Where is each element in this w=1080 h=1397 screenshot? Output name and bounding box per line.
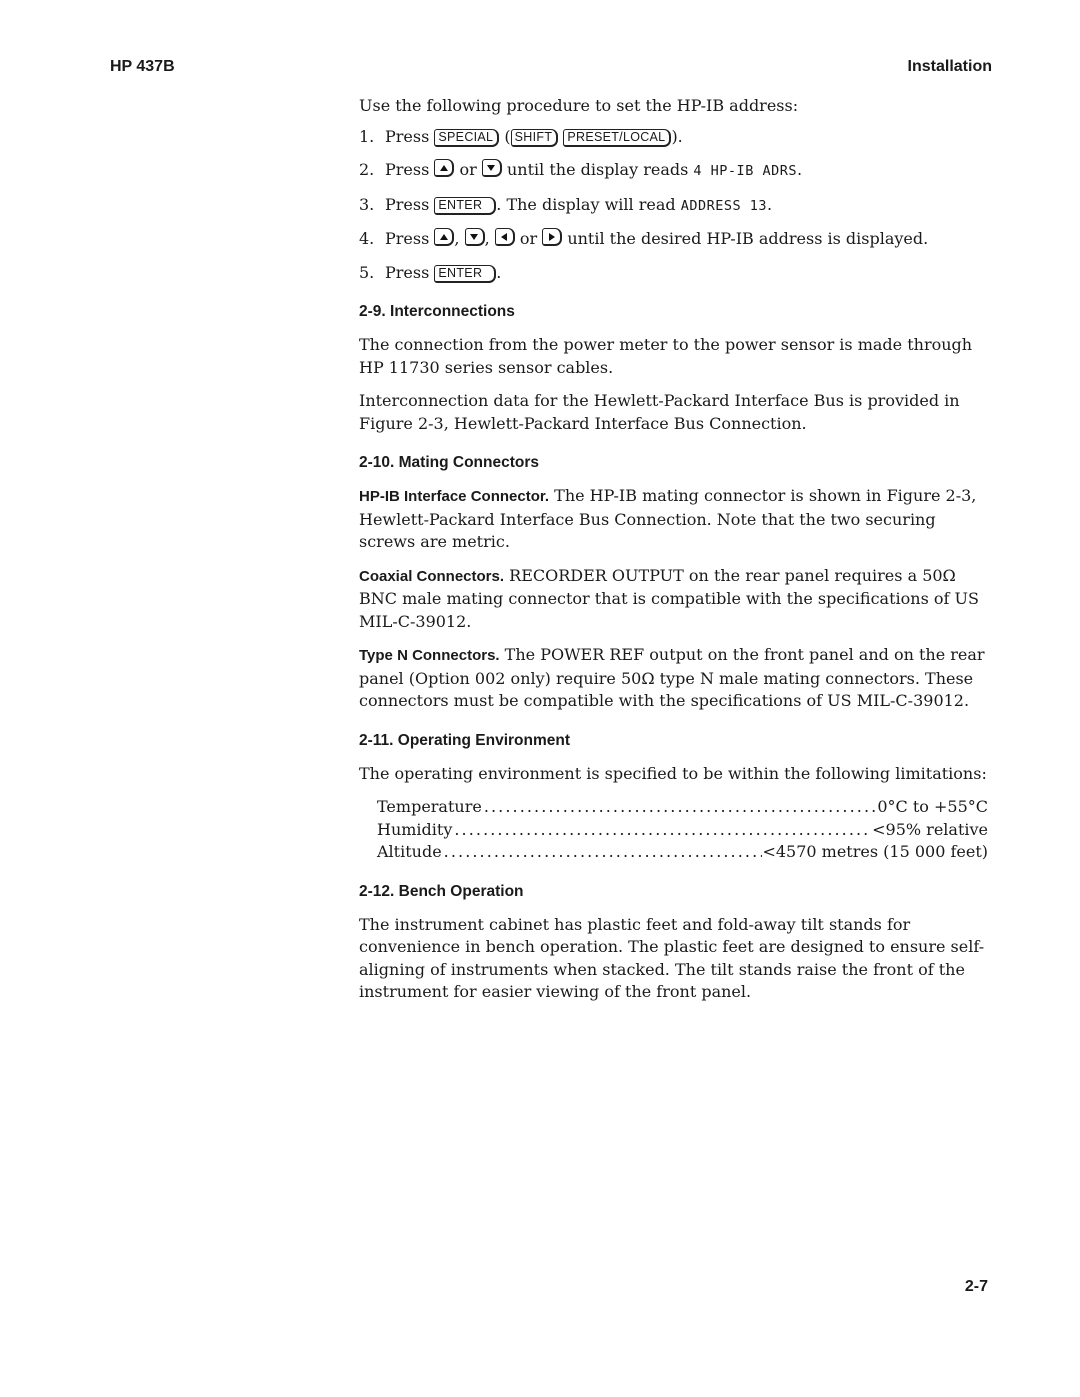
step-end: . [496,262,502,282]
spec-value: 0°C to +55°C [877,797,988,816]
runin-text: The HP-IB mating connector is shown in Figure 2-3, Hewlett-Packard Interface Bus Connection. Note that the two securing screws are metric. [359,486,977,551]
enter-key: ENTER [434,197,496,215]
up-arrow-key-icon [434,228,454,246]
paragraph-coaxial-connectors [359,565,992,634]
spec-label: Temperature [377,797,482,816]
paragraph-hpib-connector [359,485,992,554]
step-verb: Press [385,262,430,282]
spec-row [359,841,992,864]
page-content [359,95,992,1015]
step-or: or [459,160,477,179]
down-arrow-key-icon [465,228,485,246]
section-heading-interconnections: 2-9. Interconnections [359,303,515,320]
section-heading-mating-connectors: 2-10. Mating Connectors [359,454,539,471]
shift-key: SHIFT [511,129,559,147]
step-end: . [766,194,773,214]
step-end: . [796,160,803,179]
step-number: 3. [359,194,375,214]
procedure-step [359,228,992,251]
left-arrow-key-icon [495,228,515,246]
step-verb: Press [385,194,430,214]
paragraph-type-n-connectors [359,644,992,713]
leader-dots [452,819,872,842]
section-heading-operating-environment: 2-11. Operating Environment [359,731,571,749]
step-number: 5. [359,262,375,282]
step-verb: Press [385,160,430,179]
procedure-step [359,126,992,149]
page-number: 2-7 [964,1278,988,1295]
paragraph: The operating environment is specified to be within the following limitations: [359,763,987,783]
step-or: or [519,229,538,248]
step-text [385,126,683,149]
spec-label: Humidity [377,819,453,839]
section-heading-bench-operation: 2-12. Bench Operation [359,882,524,900]
step-until: until the desired HP-IB address is displayed. [567,229,929,248]
runin-text: The POWER REF output on the front panel and on the rear panel (Option 002 only) require 50Ω type N male mating connectors. These connectors must be compatible with the specifications of US MIL-C-39012. [359,645,985,710]
step-text [385,262,501,285]
step-number: 4. [359,229,375,248]
step-verb: Press [385,229,430,248]
paragraph: The connection from the power meter to the power sensor is made through HP 11730 series sensor cables. [359,335,973,377]
header-section: Installation [907,58,992,75]
step-text [385,159,802,183]
paragraph: Interconnection data for the Hewlett-Packard Interface Bus is provided in Figure 2-3, Hewlett-Packard Interface Bus Connection. [359,391,960,433]
procedure-step [359,262,992,285]
down-arrow-key-icon [482,159,502,177]
leader-dots [482,796,878,819]
enter-key: ENTER [434,265,496,283]
step-text [385,194,772,218]
spec-value: <4570 metres (15 000 feet) [762,842,988,861]
step-number: 2. [359,160,375,179]
preset-local-key: PRESET/LOCAL [563,129,671,147]
procedure-step [359,194,992,218]
runin-title: HP-IB Interface Connector. [359,488,550,505]
step-middle: . The display will read [496,194,676,214]
runin-text: RECORDER OUTPUT on the rear panel requires a 50Ω BNC male mating connector that is compatible with the specifications of US MIL-C-39012. [359,565,979,631]
paren-close: ). [671,126,683,146]
step-text: Press , , or until the desired HP-IB address is displayed. [385,229,929,248]
paragraph: The instrument cabinet has plastic feet and fold-away tilt stands for convenience in bench operation. The plastic feet are designed to ensure self- aligning of instruments when stacked. The tilt stands raise the front of the instrument for easier viewing of the front panel. [359,914,985,1001]
display-readout: ADDRESS 13 [680,197,767,214]
step-verb: Press [385,126,430,146]
step-number: 1. [359,126,375,146]
up-arrow-key-icon [434,159,454,177]
runin-title: Coaxial Connectors. [359,567,505,585]
right-arrow-key-icon [542,228,562,246]
spec-list [359,796,992,864]
procedure-intro: Use the following procedure to set the HP-IB address: [359,96,799,115]
spec-label: Altitude [377,842,442,861]
spec-value: <95% relative [872,819,988,839]
header-model: HP 437B [110,58,175,75]
spec-row [359,819,992,842]
leader-dots [442,841,763,864]
runin-title: Type N Connectors. [359,647,500,664]
spec-row [359,796,992,819]
paren-open: ( [504,126,511,146]
procedure-step [359,159,992,183]
special-key: SPECIAL [434,129,499,147]
step-until: until the display reads [506,160,689,179]
display-readout: 4 HP-IB ADRS [693,163,797,179]
